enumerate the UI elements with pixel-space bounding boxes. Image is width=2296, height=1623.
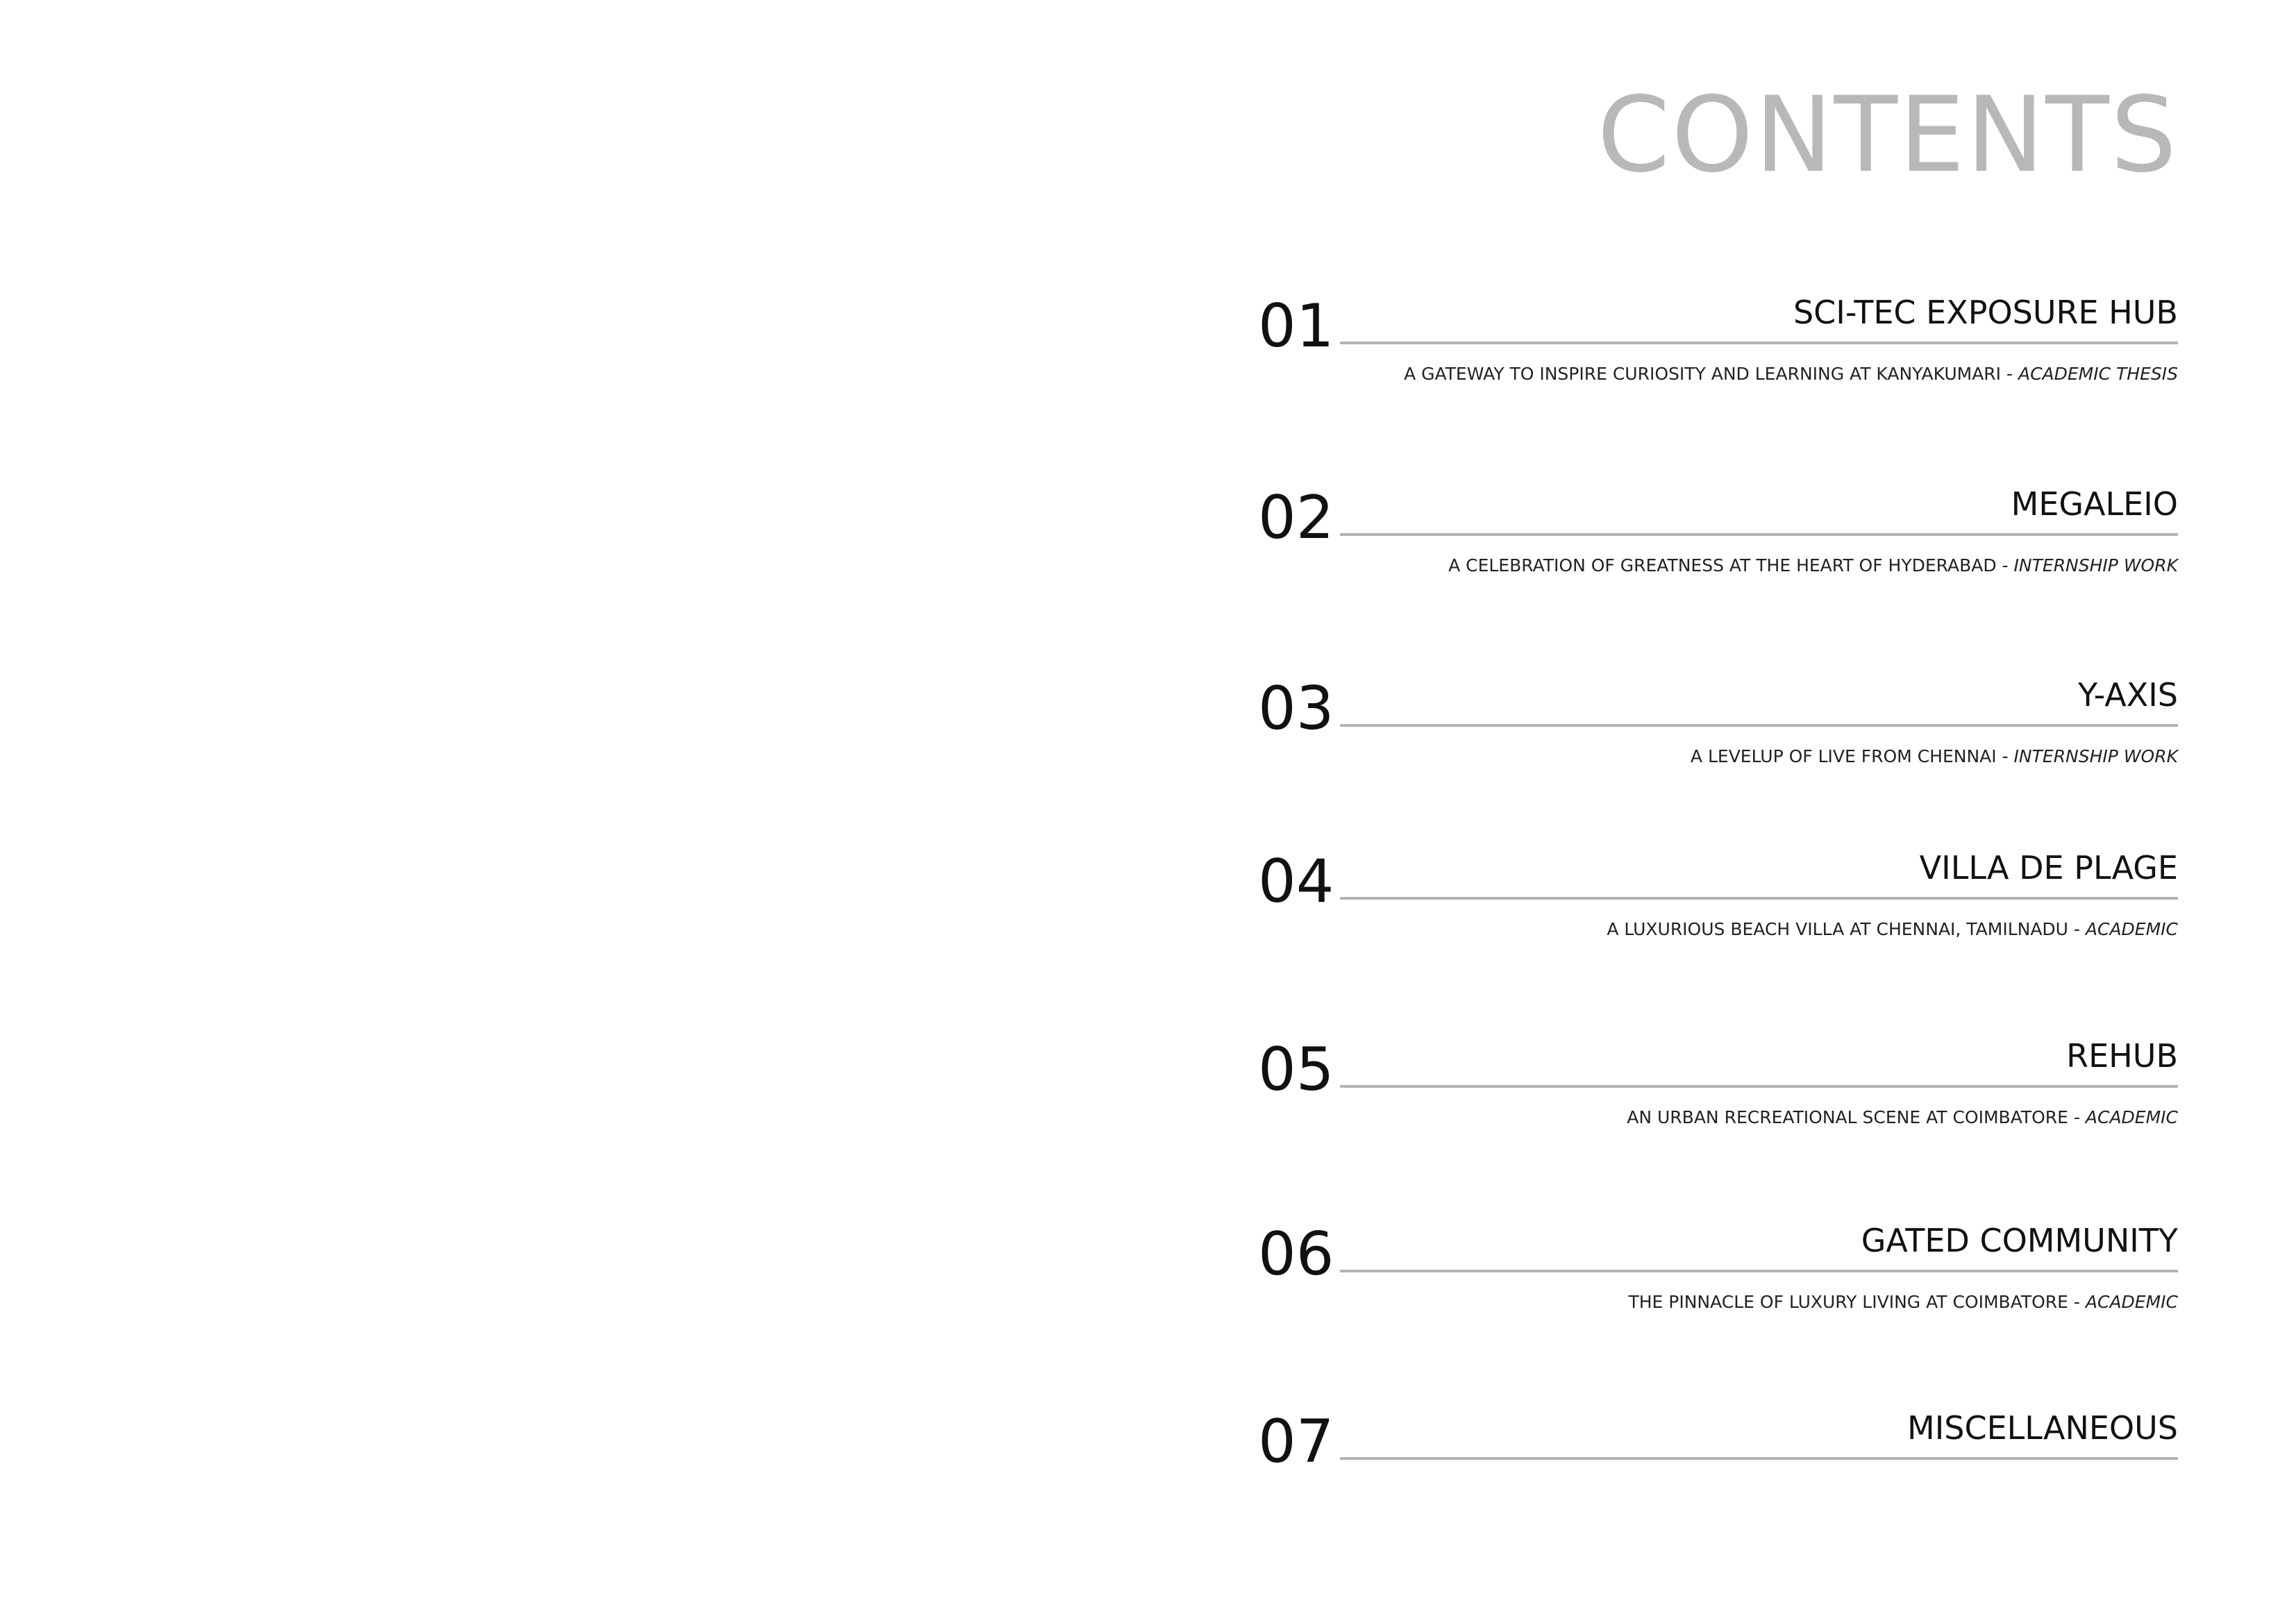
entry-title: SCI-TEC EXPOSURE HUB <box>1793 294 2178 331</box>
entry-title: GATED COMMUNITY <box>1861 1222 2178 1259</box>
entry-number: 05 <box>1258 1035 1334 1104</box>
entry-category: INTERNSHIP WORK <box>2013 555 2178 575</box>
entry-description: A LUXURIOUS BEACH VILLA AT CHENNAI, TAMILNADU - <box>1607 919 2086 939</box>
entry-divider <box>1340 724 2178 727</box>
entry-divider <box>1340 1457 2178 1460</box>
entry-subtitle <box>1628 1290 2178 1314</box>
entry-category: ACADEMIC THESIS <box>2018 364 2178 384</box>
entry-title: REHUB <box>2066 1037 2178 1075</box>
entry-number: 02 <box>1258 483 1334 553</box>
entry-category: INTERNSHIP WORK <box>2013 746 2178 766</box>
toc-entry-03[interactable] <box>1258 674 2178 785</box>
entry-number: 06 <box>1258 1220 1334 1289</box>
entry-subtitle <box>1607 918 2178 941</box>
page-title: CONTENTS <box>1597 75 2178 196</box>
entry-description: A CELEBRATION OF GREATNESS AT THE HEART OF HYDERABAD - <box>1448 555 2014 575</box>
entry-subtitle <box>1691 745 2178 768</box>
entry-category: ACADEMIC <box>2085 1292 2178 1312</box>
entry-category: ACADEMIC <box>2085 1107 2178 1127</box>
toc-entry-04[interactable] <box>1258 847 2178 958</box>
entry-number: 01 <box>1258 292 1334 361</box>
entry-subtitle <box>1404 362 2178 386</box>
entry-divider <box>1340 1085 2178 1088</box>
toc-entry-05[interactable] <box>1258 1035 2178 1146</box>
entry-description: A LEVELUP OF LIVE FROM CHENNAI - <box>1690 746 2014 766</box>
entry-description: A GATEWAY TO INSPIRE CURIOSITY AND LEARNING AT KANYAKUMARI - <box>1404 364 2018 384</box>
entry-divider <box>1340 533 2178 536</box>
entry-number: 04 <box>1258 847 1334 916</box>
toc-entry-02[interactable] <box>1258 483 2178 594</box>
entry-title: Y-AXIS <box>2078 676 2178 714</box>
toc-entry-07[interactable] <box>1258 1407 2178 1518</box>
entry-title: MEGALEIO <box>2011 485 2178 523</box>
entry-divider <box>1340 342 2178 344</box>
entry-divider <box>1340 897 2178 900</box>
entry-divider <box>1340 1270 2178 1272</box>
entry-subtitle <box>1627 1106 2178 1129</box>
entry-number: 07 <box>1258 1407 1334 1477</box>
entry-title: MISCELLANEOUS <box>1907 1409 2178 1447</box>
entry-category: ACADEMIC <box>2085 919 2178 939</box>
entry-title: VILLA DE PLAGE <box>1919 849 2178 886</box>
toc-entry-06[interactable] <box>1258 1220 2178 1331</box>
toc-entry-01[interactable] <box>1258 292 2178 403</box>
entry-number: 03 <box>1258 674 1334 743</box>
entry-subtitle <box>1448 554 2178 578</box>
entry-description: AN URBAN RECREATIONAL SCENE AT COIMBATORE - <box>1627 1107 2086 1127</box>
entry-description: THE PINNACLE OF LUXURY LIVING AT COIMBATORE - <box>1628 1292 2086 1312</box>
